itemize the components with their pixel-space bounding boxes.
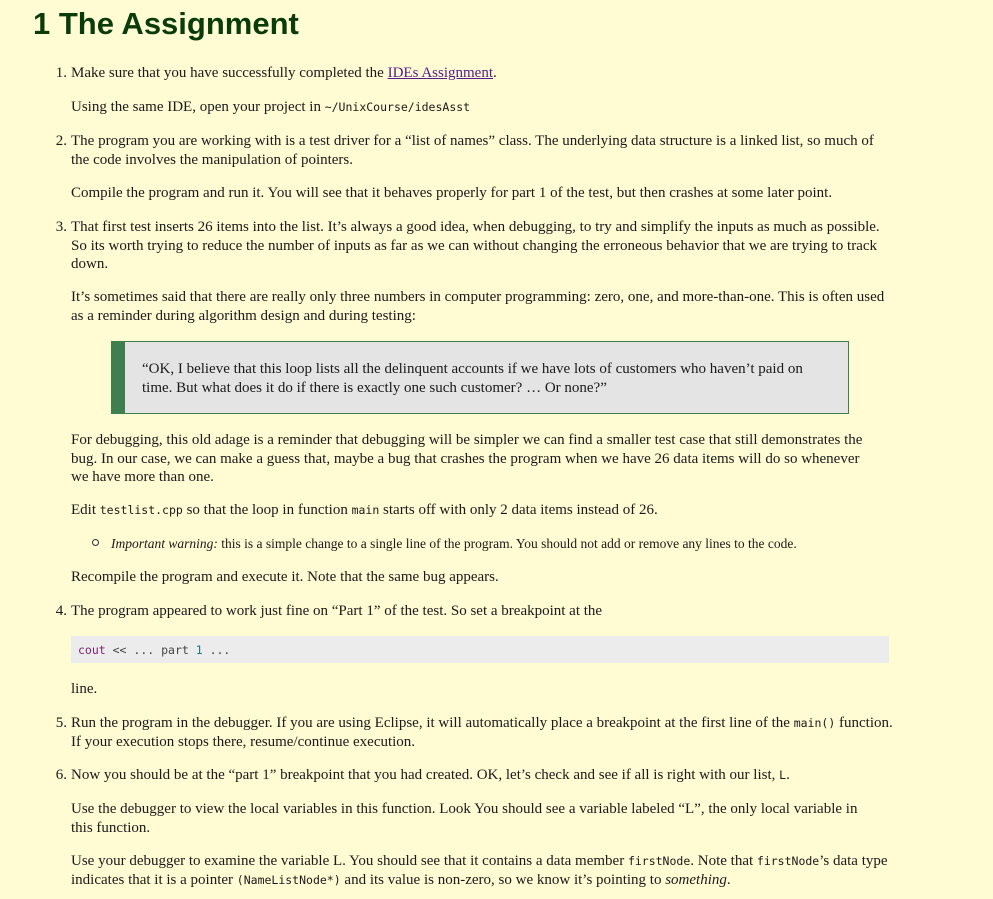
item-3-p4-a: Edit (71, 502, 100, 518)
list-number-5: 5. (55, 715, 67, 731)
firstnode-code-2: firstNode (756, 854, 820, 868)
code-keyword: cout (78, 643, 106, 657)
item-1-paragraph-2 (71, 98, 891, 117)
firstnode-code-1: firstNode (627, 854, 691, 868)
item-4-paragraph-2: line. (71, 681, 98, 697)
main-function-code: main (351, 503, 380, 517)
blockquote-text: “OK, I believe that this loop lists all the delinquent accounts if we have lots of customers who haven’t paid on time. But what does it do if there is exactly one such customer? … Or none?” (142, 361, 803, 396)
item-1-p2-text: Using the same IDE, open your project in (71, 99, 325, 115)
item-3-p4-b: so that the loop in function (182, 502, 352, 518)
list-number-4: 4. (55, 603, 67, 619)
item-3-paragraph-3: For debugging, this old adage is a reminder that debugging will be simpler we can find a smaller test case that still demonstrates the bug. In our case, we can make a guess that, maybe a bug that crashes the program when we have 26 data items will do so whenever we have more than one. (71, 432, 863, 485)
item-1-text: Make sure that you have successfully completed the (71, 65, 388, 81)
list-number-2: 2. (55, 133, 67, 149)
item-4-paragraph: The program appeared to work just fine on “Part 1” of the test. So set a breakpoint at the (71, 603, 603, 619)
code-number: 1 (195, 643, 203, 657)
bullet-icon (92, 539, 99, 546)
warning-emphasis: Important warning: (111, 536, 218, 551)
item-3-paragraph-5: Recompile the program and execute it. Note that the same bug appears. (71, 569, 499, 585)
item-5-paragraph (71, 714, 896, 751)
item-3-paragraph-2: It’s sometimes said that there are really only three numbers in computer programming: zero, one, and more-than-one. This is often used as a reminder during algorithm design and during testing: (71, 289, 885, 324)
item-6-p3-c: ’s data type indicates that it is a pointer (71, 853, 888, 888)
warning-list-item (111, 535, 891, 554)
code-end: ... (202, 643, 231, 657)
section-heading: 1 The Assignment (33, 6, 299, 41)
ides-assignment-link[interactable]: IDEs Assignment (387, 65, 493, 81)
list-number-1: 1. (55, 65, 67, 81)
item-6-text-b: . (786, 767, 790, 783)
code-block (71, 636, 889, 663)
code-line (78, 641, 230, 660)
item-6-text-a: Now you should be at the “part 1” breakpoint that you had created. OK, let’s check and see if all is right with our list, (71, 767, 780, 783)
item-6-p3-a: Use your debugger to examine the variable L. You should see that it contains a data member (71, 853, 628, 869)
item-6-paragraph-2: Use the debugger to view the local variables in this function. Look You should see a variable labeled “L”, the only local variable in this function. (71, 801, 858, 836)
item-5-text-b: function. If your execution stops there, resume/continue execution. (71, 715, 893, 750)
item-6-p3-e: . (726, 871, 731, 888)
item-3-paragraph: That first test inserts 26 items into the list. It’s always a good idea, when debugging, to try and simplify the inputs as much as possible. So its worth trying to reduce the number of inputs as far as we can without changing the erroneous behavior that we are trying to track down. (71, 219, 880, 272)
item-1-paragraph (71, 64, 891, 83)
item-6-paragraph (71, 766, 891, 785)
warning-text: this is a simple change to a single line of the program. You should not add or remove any lines to the code. (217, 536, 797, 551)
item-2-paragraph-2: Compile the program and run it. You will see that it behaves properly for part 1 of the test, but then crashes at some later point. (71, 185, 833, 201)
item-1-text-end: . (493, 65, 497, 81)
item-3-p4-c: starts off with only 2 data items instead of 26. (379, 502, 658, 518)
item-5-text-a: Run the program in the debugger. If you are using Eclipse, it will automatically place a breakpoint at the first line of the (71, 715, 794, 731)
list-variable-code: L (779, 768, 787, 782)
list-number-6: 6. (55, 767, 67, 783)
main-call-code: main() (793, 716, 836, 730)
code-middle: << ... part (105, 643, 196, 657)
item-3-paragraph-4 (71, 501, 891, 520)
item-6-paragraph-3 (71, 852, 891, 889)
something-emphasis: something (665, 871, 727, 888)
item-6-p3-d: and its value is non-zero, so we know it’s pointing to (340, 871, 666, 888)
item-2-paragraph: The program you are working with is a test driver for a “list of names” class. The underlying data structure is a linked list, so much of the code involves the manipulation of pointers. (71, 133, 874, 168)
item-6-p3-b: . Note that (690, 853, 757, 869)
blockquote (111, 341, 849, 414)
namelistnode-type-code: (NameListNode*) (236, 872, 341, 887)
project-path-code: ~/UnixCourse/idesAsst (324, 100, 471, 114)
list-number-3: 3. (55, 219, 67, 235)
testlist-file-code: testlist.cpp (99, 503, 183, 517)
